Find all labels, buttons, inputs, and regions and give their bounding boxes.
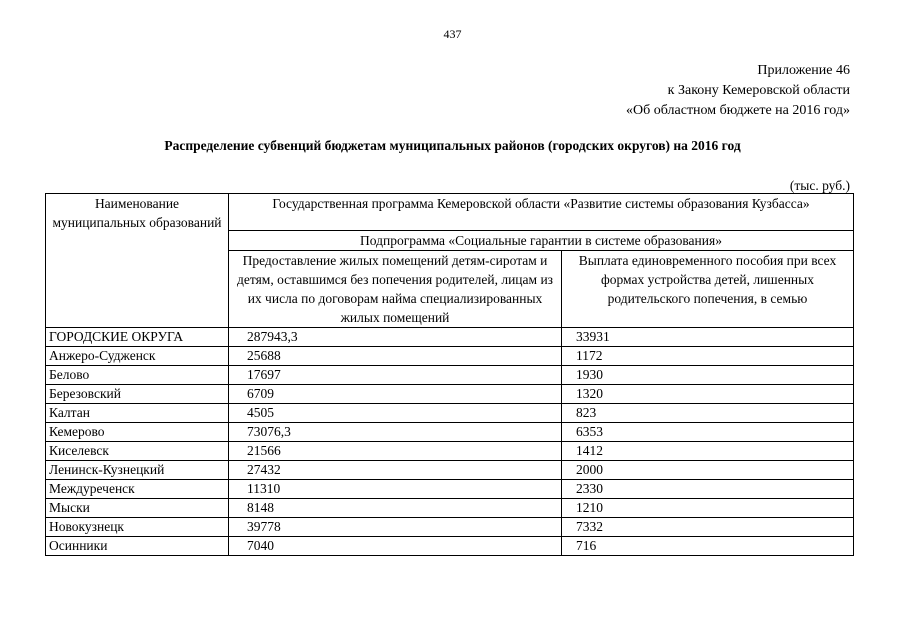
- appendix-line-1: Приложение 46: [757, 63, 850, 78]
- total-allowance-value: 33931: [562, 328, 854, 347]
- document-title: Распределение субвенций бюджетам муниципальных районов (городских округов) на 2016 год: [164, 138, 741, 153]
- header-column-housing: Предоставление жилых помещений детям-сиротам и детям, оставшимся без попечения родителей, лицам из их числа по договорам найма специализированных жилых помещений: [229, 251, 562, 328]
- table-row: [46, 366, 854, 385]
- allowance-value: 716: [562, 537, 854, 556]
- allowance-value: 2000: [562, 461, 854, 480]
- housing-value: 8148: [229, 499, 562, 518]
- appendix-block: [626, 61, 850, 121]
- housing-value: 17697: [229, 366, 562, 385]
- municipality-name: Новокузнецк: [46, 518, 229, 537]
- allowance-value: 823: [562, 404, 854, 423]
- housing-value: 11310: [229, 480, 562, 499]
- municipality-name: Белово: [46, 366, 229, 385]
- housing-value: 7040: [229, 537, 562, 556]
- housing-value: 4505: [229, 404, 562, 423]
- page-number: 437: [443, 27, 462, 41]
- allowance-value: 2330: [562, 480, 854, 499]
- units-label: (тыс. руб.): [789, 178, 850, 193]
- municipality-name: Калтан: [46, 404, 229, 423]
- header-municipality: Наименование муниципальных образований: [46, 194, 229, 328]
- table-row: [46, 537, 854, 556]
- header-row-program: [46, 194, 854, 231]
- allowance-value: 1210: [562, 499, 854, 518]
- allowance-value: 1930: [562, 366, 854, 385]
- housing-value: 6709: [229, 385, 562, 404]
- header-column-allowance: Выплата единовременного пособия при всех формах устройства детей, лишенных родительского попечения, в семью: [562, 251, 854, 328]
- allowance-value: 6353: [562, 423, 854, 442]
- housing-value: 73076,3: [229, 423, 562, 442]
- table-row: [46, 347, 854, 366]
- allowance-value: 1172: [562, 347, 854, 366]
- allowance-value: 7332: [562, 518, 854, 537]
- table-row: [46, 385, 854, 404]
- municipality-name: Междуреченск: [46, 480, 229, 499]
- table-row: [46, 480, 854, 499]
- header-subprogram: Подпрограмма «Социальные гарантии в системе образования»: [229, 231, 854, 251]
- appendix-line-3: «Об областном бюджете на 2016 год»: [626, 103, 850, 118]
- header-program: Государственная программа Кемеровской области «Развитие системы образования Кузбасса»: [229, 194, 854, 231]
- municipality-name: Осинники: [46, 537, 229, 556]
- municipality-name: Мыски: [46, 499, 229, 518]
- allowance-value: 1412: [562, 442, 854, 461]
- municipality-name: Ленинск-Кузнецкий: [46, 461, 229, 480]
- total-housing-value: 287943,3: [229, 328, 562, 347]
- subvention-table: [45, 193, 854, 556]
- municipality-name: Кемерово: [46, 423, 229, 442]
- table-row: [46, 499, 854, 518]
- housing-value: 21566: [229, 442, 562, 461]
- allowance-value: 1320: [562, 385, 854, 404]
- total-row: [46, 328, 854, 347]
- housing-value: 25688: [229, 347, 562, 366]
- housing-value: 39778: [229, 518, 562, 537]
- table-row: [46, 518, 854, 537]
- table-row: [46, 442, 854, 461]
- municipality-name: Киселевск: [46, 442, 229, 461]
- municipality-name: Березовский: [46, 385, 229, 404]
- appendix-line-2: к Закону Кемеровской области: [667, 83, 850, 98]
- table-row: [46, 461, 854, 480]
- table-row: [46, 423, 854, 442]
- municipality-name: Анжеро-Судженск: [46, 347, 229, 366]
- total-name: ГОРОДСКИЕ ОКРУГА: [46, 328, 229, 347]
- housing-value: 27432: [229, 461, 562, 480]
- table-row: [46, 404, 854, 423]
